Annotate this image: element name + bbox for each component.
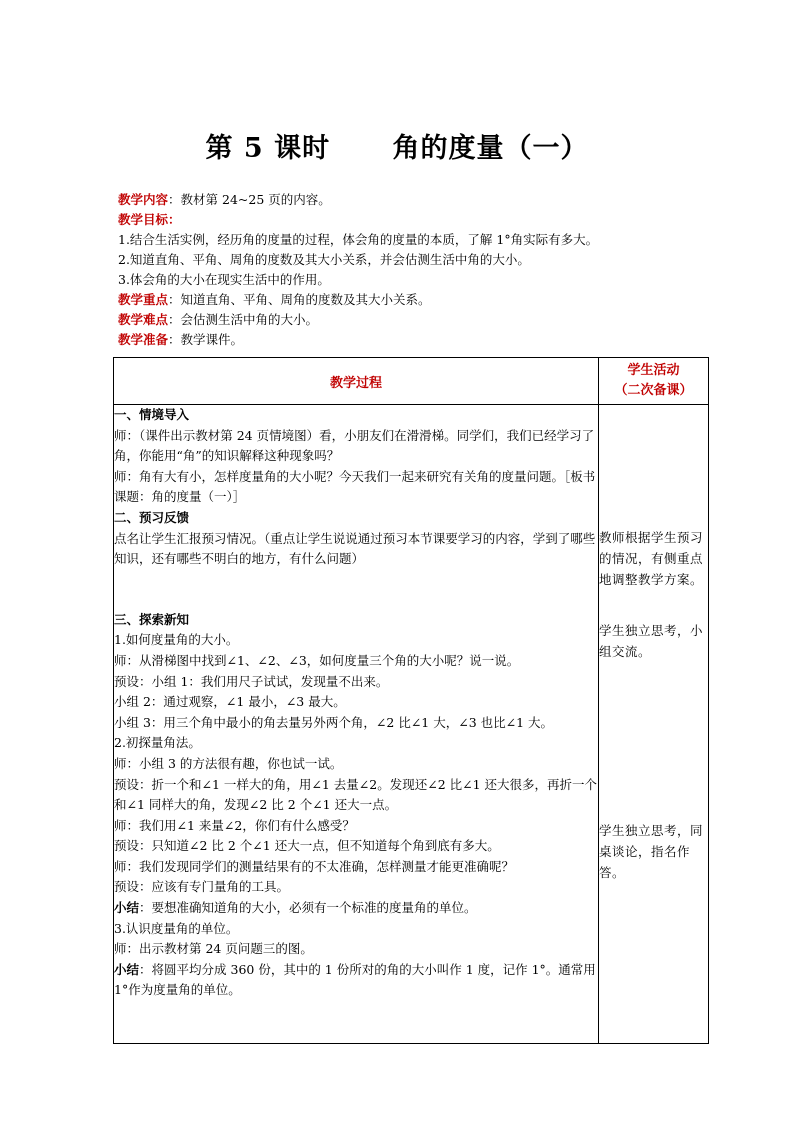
table-header-row — [114, 358, 709, 405]
process-line: 1.如何度量角的大小。 — [114, 632, 239, 648]
section-title: 二、预习反馈 — [114, 509, 190, 525]
process-line: 师：从滑梯图中找到∠1、∠2、∠3，如何度量三个角的大小呢？说一说。 — [114, 652, 520, 668]
activity-note: 学生独立思考，小组交流。 — [599, 623, 704, 659]
content-text: ：教材第 24~25 页的内容。 — [168, 192, 331, 207]
activity-note: 学生独立思考，同桌谈论，指名作答。 — [599, 823, 704, 880]
lesson-plan-table — [113, 357, 709, 1044]
objective-label: 教学目标 — [118, 212, 169, 227]
spacer — [114, 570, 598, 610]
key-row — [118, 290, 718, 310]
section-title: 三、探索新知 — [114, 611, 190, 627]
activity-cell — [599, 405, 709, 1044]
lesson-intro — [118, 190, 718, 350]
summary-line — [114, 898, 598, 919]
header-activity — [599, 358, 709, 405]
process-line: 师：我们发现同学们的测量结果有的不太准确，怎样测量才能更准确呢？ — [114, 858, 515, 874]
process-line: 小组 3：用三个角中最小的角去量另外两个角，∠2 比∠1 大，∠3 也比∠1 大。 — [114, 714, 554, 730]
summary-text: ：要想准确知道角的大小，必须有一个标准的度量角的单位。 — [139, 900, 477, 916]
summary-line — [114, 960, 598, 1001]
difficulty-row — [118, 310, 718, 330]
summary-label: 小结 — [114, 961, 140, 977]
spacer — [599, 590, 708, 620]
section-title: 一、情境导入 — [114, 407, 190, 422]
table-body-row — [114, 405, 709, 1044]
objective-colon: ： — [168, 212, 181, 227]
objective-item: 2.知道直角、平角、周角的度数及其大小关系，并会估测生活中角的大小。 — [118, 252, 530, 267]
difficulty-text: ：会估测生活中角的大小。 — [168, 312, 319, 327]
header-process: 教学过程 — [114, 358, 599, 405]
spacer — [599, 662, 708, 820]
process-line: 师：小组 3 的方法很有趣，你也试一试。 — [114, 755, 343, 771]
summary-text: ：将圆平均分成 360 份，其中的 1 份所对的角的大小叫作 1 度，记作 1°。通常用 1°作为度量角的单位。 — [114, 961, 596, 998]
objective-item: 3.体会角的大小在现实生活中的作用。 — [118, 272, 330, 287]
objective-row — [118, 210, 718, 230]
process-line: 预设：应该有专门量角的工具。 — [114, 879, 290, 895]
process-line: 师：出示教材第 24 页问题三的图。 — [114, 941, 313, 957]
key-text: ：知道直角、平角、周角的度数及其大小关系。 — [168, 292, 431, 307]
prep-text: ：教学课件。 — [168, 332, 244, 347]
process-line: 预设：折一个和∠1 一样大的角，用∠1 去量∠2。发现还∠2 比∠1 还大很多，再折一个和∠1 同样大的角，发现∠2 比 2 个∠1 还大一点。 — [114, 776, 598, 813]
key-label: 教学重点 — [118, 292, 169, 307]
activity-note: 教师根据学生预习的情况，有侧重点地调整教学方案。 — [599, 530, 704, 587]
prep-label: 教学准备 — [118, 332, 169, 347]
difficulty-label: 教学难点 — [118, 312, 169, 327]
process-line: 师：我们用∠1 来量∠2，你们有什么感受？ — [114, 817, 355, 833]
objective-item: 1.结合生活实例，经历角的度量的过程，体会角的度量的本质，了解 1°角实际有多大。 — [118, 232, 599, 247]
header-activity-line2: （二次备课） — [614, 383, 693, 398]
process-cell — [114, 405, 599, 1044]
header-activity-line1: 学生活动 — [627, 363, 680, 378]
process-line: 预设：小组 1：我们用尺子试试，发现量不出来。 — [114, 673, 389, 689]
process-line: 预设：只知道∠2 比 2 个∠1 还大一点，但不知道每个角到底有多大。 — [114, 838, 500, 854]
prep-row — [118, 330, 718, 350]
process-line: 师：（课件出示教材第 24 页情境图）看，小朋友们在滑滑梯。同学们，我们已经学习了角，你能用“角”的知识解释这种现象吗？ — [114, 427, 595, 464]
page-title: 第 5 课时 角的度量（一） — [205, 133, 589, 164]
content-row — [118, 190, 718, 210]
summary-label: 小结 — [114, 900, 140, 916]
process-line: 2.初探量角法。 — [114, 735, 201, 751]
spacer — [599, 405, 708, 527]
process-line: 点名让学生汇报预习情况。（重点让学生说说通过预习本节课要学习的内容，学到了哪些知识，还有哪些不明白的地方，有什么问题） — [114, 530, 596, 567]
process-line: 小组 2：通过观察，∠1 最小，∠3 最大。 — [114, 694, 346, 710]
process-line: 3.认识度量角的单位。 — [114, 920, 239, 936]
content-label: 教学内容 — [118, 192, 169, 207]
process-line: 师：角有大有小，怎样度量角的大小呢？今天我们一起来研究有关角的度量问题。［板书课题：角的度量（一）］ — [114, 468, 596, 505]
